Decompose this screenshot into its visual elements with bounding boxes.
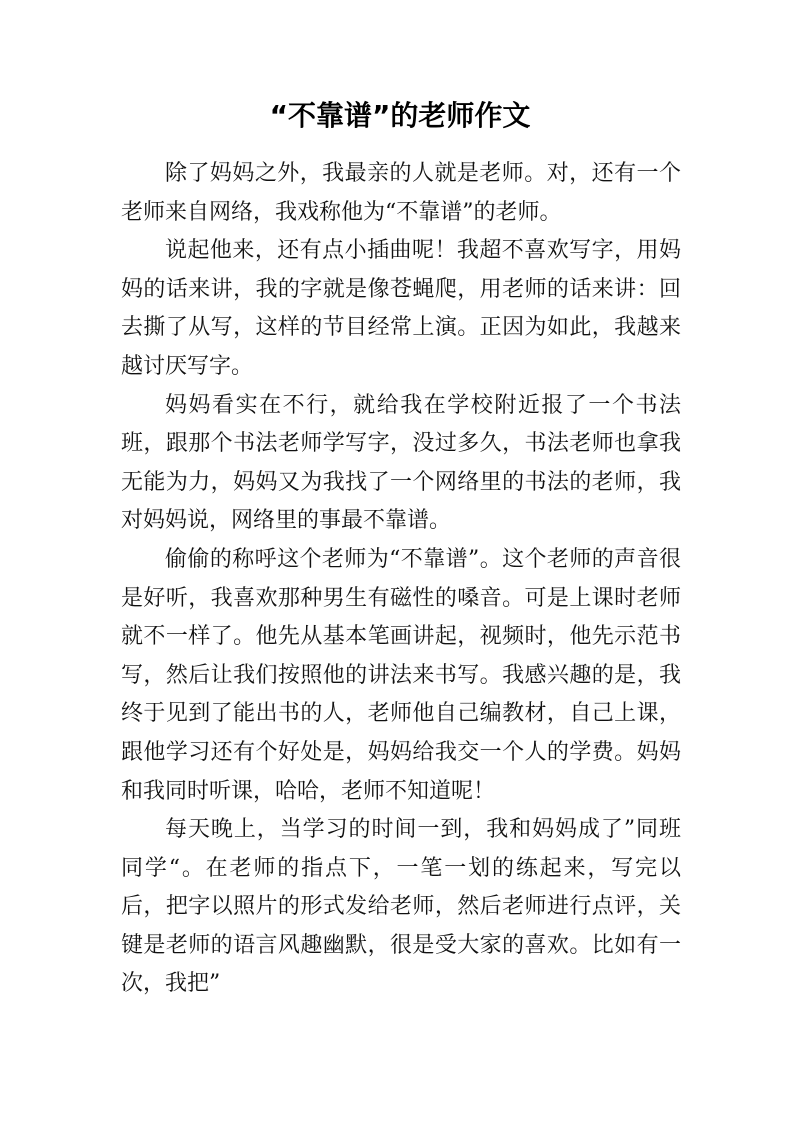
- paragraph-5: 每天晚上，当学习的时间一到，我和妈妈成了”同班同学“。在老师的指点下，一笔一划的练起来，写完以后，把字以照片的形式发给老师，然后老师进行点评，关键是老师的语言风趣幽默，很是受大家的喜欢。比如有一次，我把”: [121, 817, 681, 997]
- document-body: [121, 155, 681, 1004]
- paragraph-3: 妈妈看实在不行，就给我在学校附近报了一个书法班，跟那个书法老师学写字，没过多久，书法老师也拿我无能为力，妈妈又为我找了一个网络里的书法的老师，我对妈妈说，网络里的事最不靠谱。: [121, 392, 681, 534]
- document-title: “不靠谱”的老师作文: [269, 99, 531, 132]
- paragraph-1: 除了妈妈之外，我最亲的人就是老师。对，还有一个老师来自网络，我戏称他为“不靠谱”的老师。: [121, 161, 681, 225]
- paragraph-2: 说起他来，还有点小插曲呢！我超不喜欢写字，用妈妈的话来讲，我的字就是像苍蝇爬，用老师的话来讲：回去撕了从写，这样的节目经常上演。正因为如此，我越来越讨厌写字。: [121, 238, 681, 379]
- paragraph-4: 偷偷的称呼这个老师为“不靠谱”。这个老师的声音很是好听，我喜欢那种男生有磁性的嗓音。可是上课时老师就不一样了。他先从基本笔画讲起，视频时，他先示范书写，然后让我们按照他的讲法来书写。我感兴趣的是，我终于见到了能出书的人，老师他自己编教材，自己上课，跟他学习还有个好处是，妈妈给我交一个人的学费。妈妈和我同时听课，哈哈，老师不知道呢！: [121, 546, 681, 804]
